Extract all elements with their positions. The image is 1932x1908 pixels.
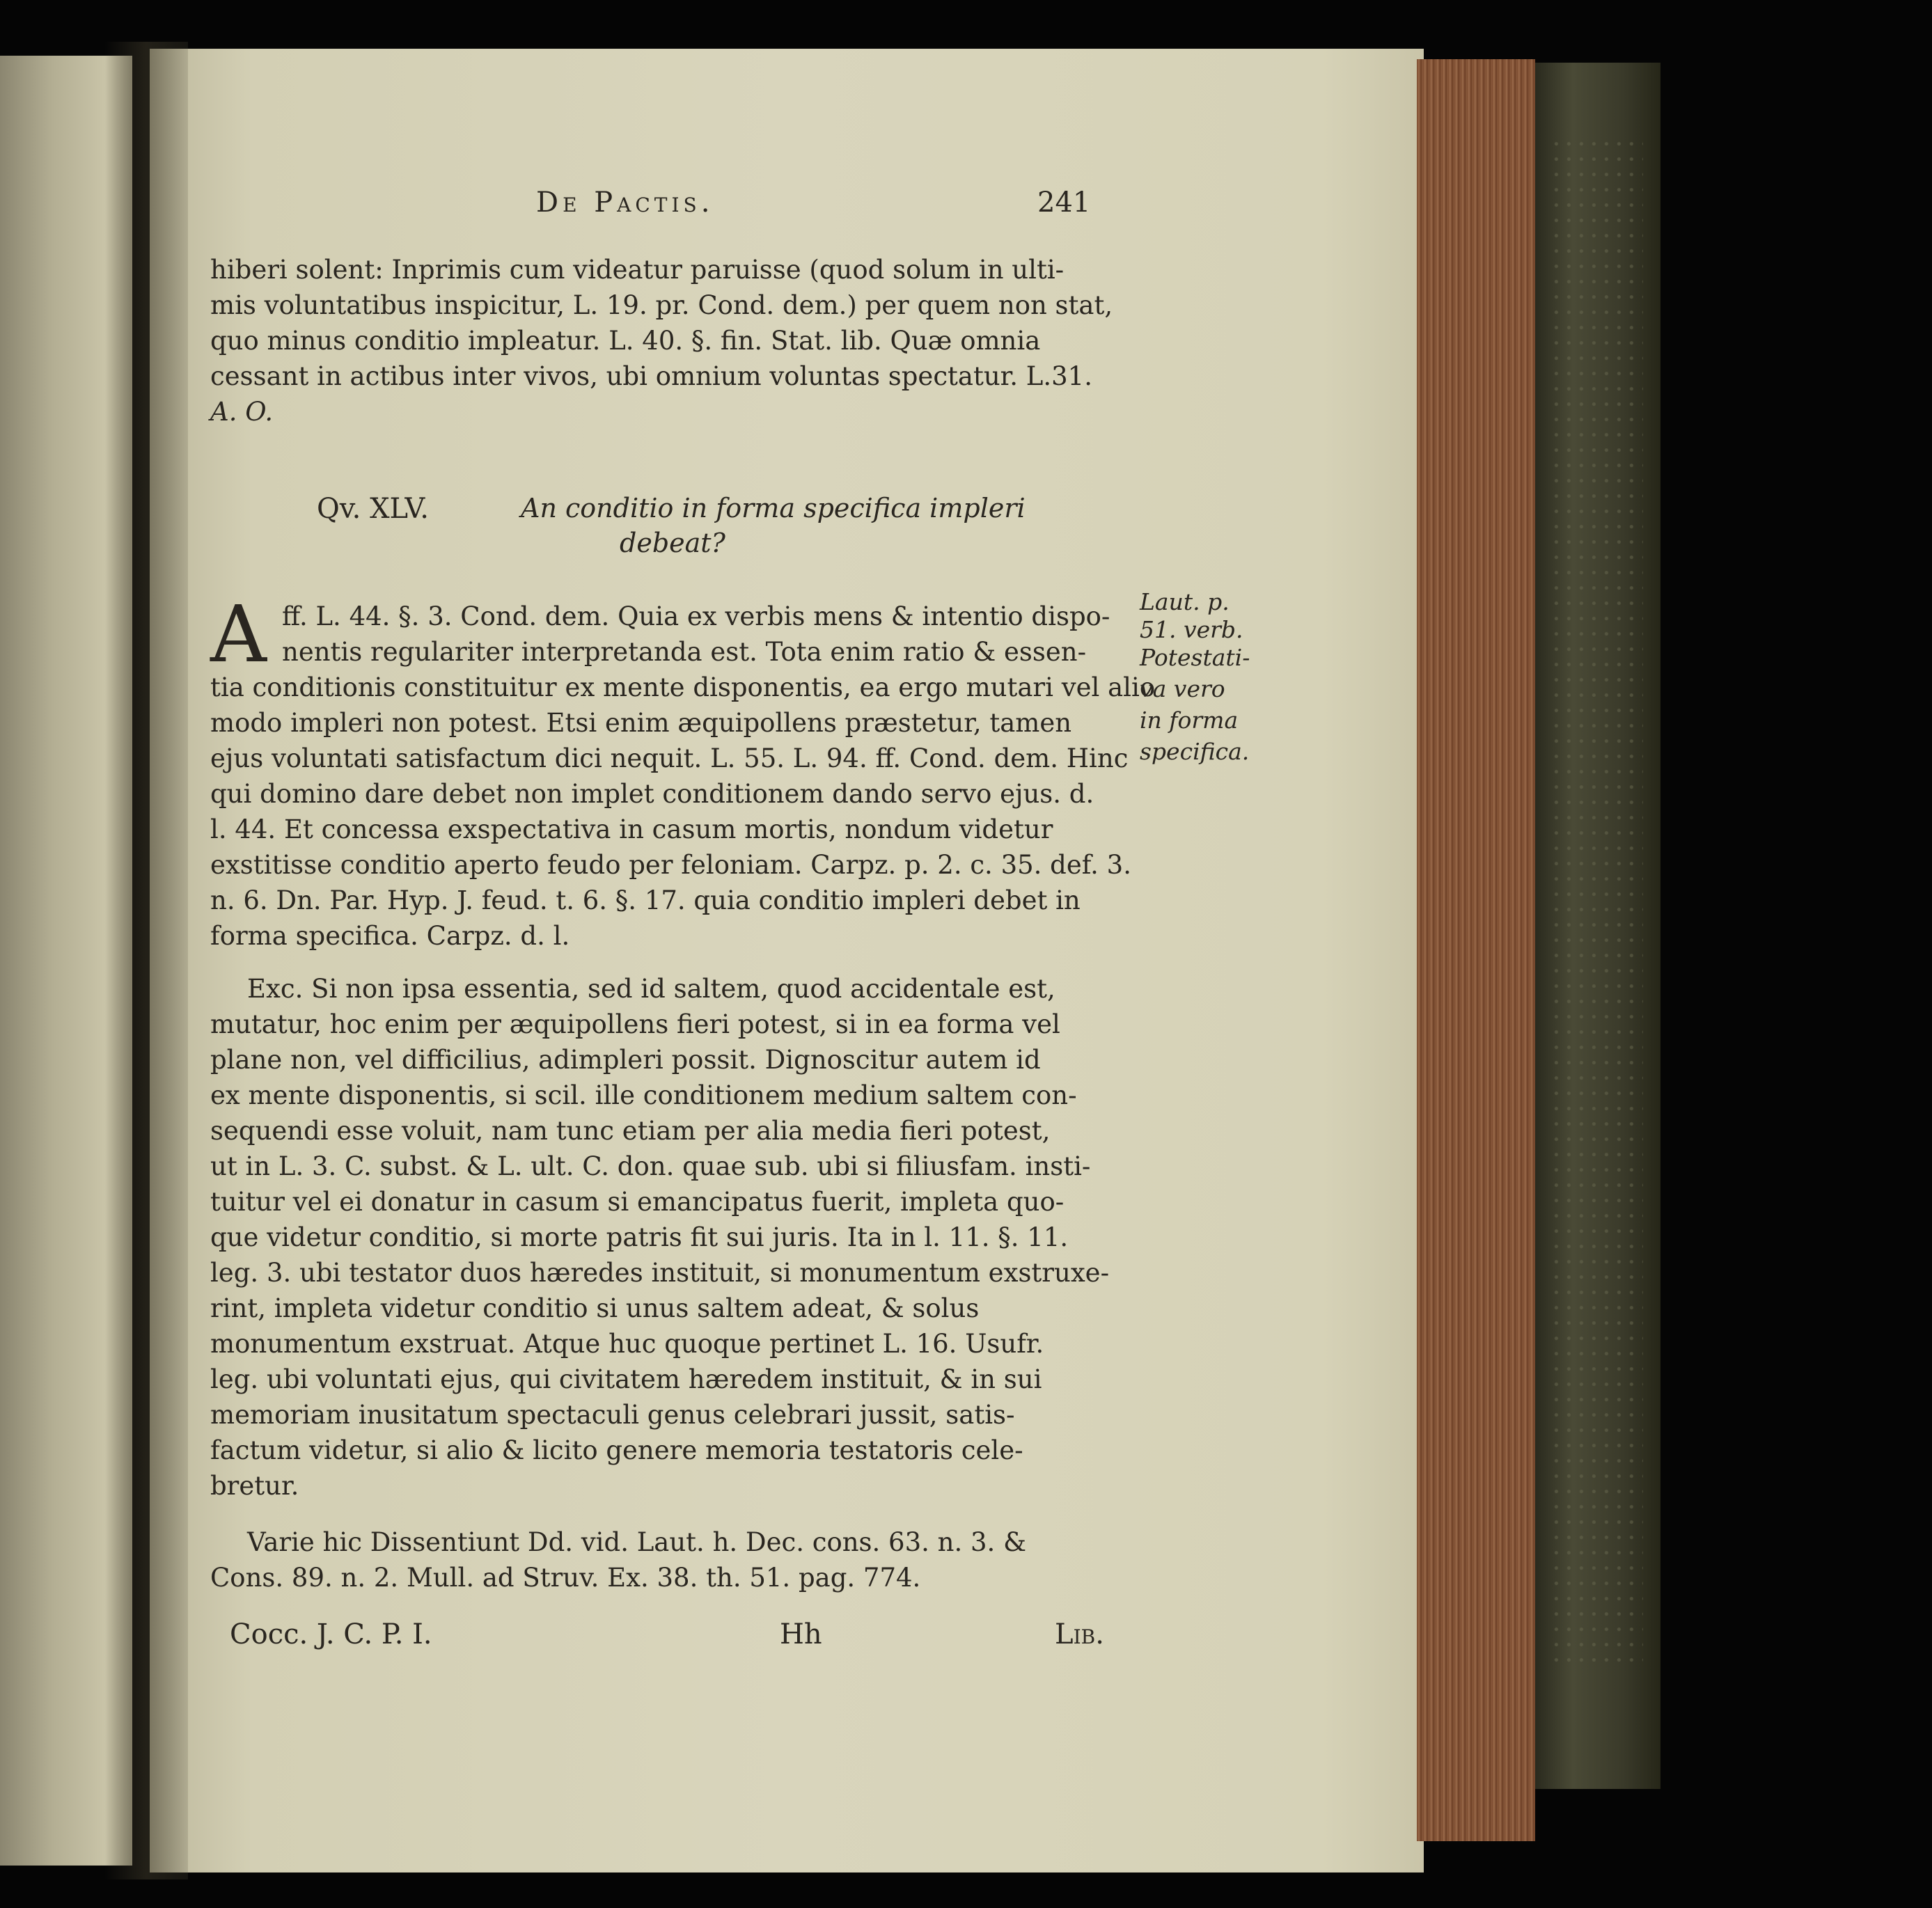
text-line: monumentum exstruat. Atque huc quoque pertinet L. 16. Usufr. — [210, 1329, 1044, 1359]
text-line: exstitisse conditio aperto feudo per feloniam. Carpz. p. 2. c. 35. def. 3. — [210, 850, 1131, 880]
text-line: n. 6. Dn. Par. Hyp. J. feud. t. 6. §. 17. quia conditio impleri debet in — [210, 885, 1081, 915]
text-line: que videtur conditio, si morte patris fit sui juris. Ita in l. 11. §. 11. — [210, 1222, 1069, 1252]
page-edges — [1417, 59, 1535, 1841]
margin-note-line: specifica. — [1140, 738, 1250, 765]
text-line: modo impleri non potest. Etsi enim æquipollens præstetur, tamen — [210, 708, 1072, 738]
text-line: memoriam inusitatum spectaculi genus celebrari jussit, satis- — [210, 1400, 1015, 1430]
running-header: De Pactis. — [536, 187, 714, 219]
question-title: An conditio in forma specifica impleri — [521, 493, 1026, 523]
text-line: ff. L. 44. §. 3. Cond. dem. Quia ex verbis mens & intentio dispo- — [282, 601, 1110, 631]
text-line: leg. 3. ubi testator duos hæredes instituit, si monumentum exstruxe- — [210, 1258, 1110, 1288]
text-line: ejus voluntati satisfactum dici nequit. L. 55. L. 94. ff. Cond. dem. Hinc — [210, 743, 1129, 773]
drop-cap: A — [210, 590, 267, 680]
text-line: tia conditionis constituitur ex mente disponentis, ea ergo mutari vel alio — [210, 672, 1156, 702]
text-line: leg. ubi voluntati ejus, qui civitatem hæredem instituit, & in sui — [210, 1364, 1042, 1394]
text-line: factum videtur, si alio & licito genere memoria testatoris cele- — [210, 1435, 1023, 1465]
margin-note-line: va vero — [1140, 675, 1225, 702]
text-line: cessant in actibus inter vivos, ubi omnium voluntas spectatur. L.31. — [210, 361, 1092, 391]
text-line: sequendi esse voluit, nam tunc etiam per alia media fieri potest, — [210, 1116, 1051, 1146]
margin-note-line: 51. verb. — [1140, 616, 1243, 643]
cover-texture — [1553, 139, 1643, 1671]
text-line: tuitur vel ei donatur in casum si emancipatus fuerit, impleta quo- — [210, 1187, 1065, 1217]
text-line: A. O. — [210, 397, 274, 427]
text-line: mutatur, hoc enim per æquipollens fieri potest, si in ea forma vel — [210, 1009, 1060, 1039]
text-line: mis voluntatibus inspicitur, L. 19. pr. Cond. dem.) per quem non stat, — [210, 290, 1113, 320]
question-title-line2: debeat? — [620, 528, 725, 558]
text-line: qui domino dare debet non implet conditionem dando servo ejus. d. — [210, 779, 1094, 809]
text-line: Varie hic Dissentiunt Dd. vid. Laut. h. Dec. cons. 63. n. 3. & — [247, 1527, 1027, 1557]
text-line: rint, impleta videtur conditio si unus saltem adeat, & solus — [210, 1293, 980, 1323]
text-line: nentis regulariter interpretanda est. Tota enim ratio & essen- — [282, 637, 1087, 667]
margin-note-line: in forma — [1140, 707, 1239, 734]
margin-note-line: Potestati- — [1140, 644, 1250, 671]
question-label: Qv. XLV. — [317, 493, 429, 525]
text-line: l. 44. Et concessa exspectativa in casum mortis, nondum videtur — [210, 814, 1053, 844]
catchword: Lib. — [1055, 1618, 1104, 1650]
text-line: Exc. Si non ipsa essentia, sed id saltem, quod accidentale est, — [247, 974, 1055, 1004]
margin-note-line: Laut. p. — [1140, 588, 1230, 615]
signature-mark: Cocc. J. C. P. I. — [230, 1618, 432, 1650]
page-number: 241 — [1037, 187, 1091, 219]
text-line: quo minus conditio impleatur. L. 40. §. fin. Stat. lib. Quæ omnia — [210, 326, 1041, 356]
text-line: bretur. — [210, 1471, 299, 1501]
text-line: hiberi solent: Inprimis cum videatur paruisse (quod solum in ulti- — [210, 255, 1065, 285]
text-line: ut in L. 3. C. subst. & L. ult. C. don. quae sub. ubi si filiusfam. insti- — [210, 1151, 1091, 1181]
text-line: ex mente disponentis, si scil. ille conditionem medium saltem con- — [210, 1080, 1077, 1110]
book-gutter — [104, 42, 188, 1879]
text-line: Cons. 89. n. 2. Mull. ad Struv. Ex. 38. th. 51. pag. 774. — [210, 1563, 921, 1593]
text-line: plane non, vel difficilius, adimpleri possit. Dignoscitur autem id — [210, 1045, 1041, 1075]
gathering-mark: Hh — [780, 1618, 822, 1650]
text-line: forma specifica. Carpz. d. l. — [210, 921, 570, 951]
